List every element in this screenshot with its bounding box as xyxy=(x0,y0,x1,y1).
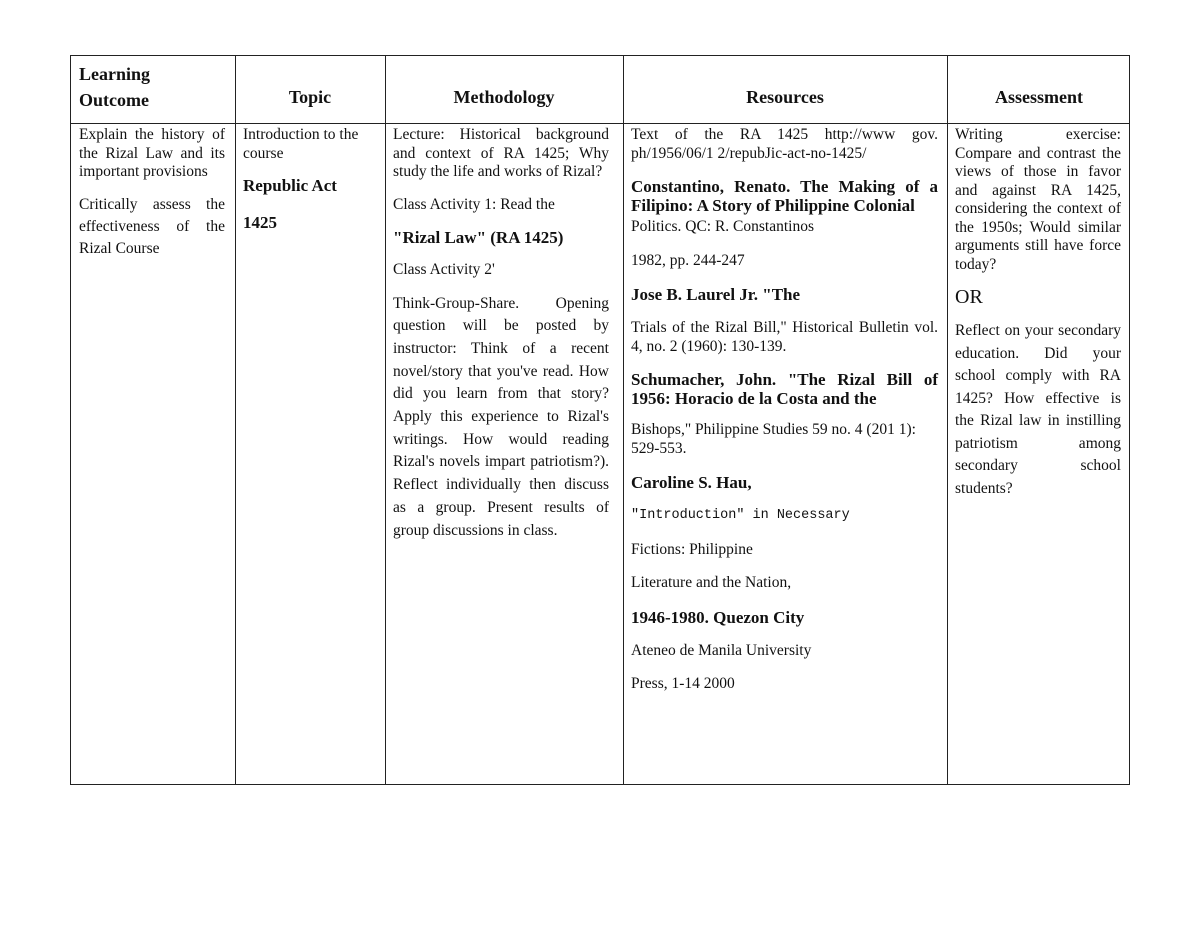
topic-cell xyxy=(243,126,383,232)
topic-intro: Introduction to the course xyxy=(243,126,359,162)
methodology-activity-2: Class Activity 2' xyxy=(393,261,495,278)
topic-ra-label: Republic Act xyxy=(243,176,337,195)
resource-hau-fictions: Fictions: Philippine xyxy=(631,540,753,558)
header-assessment xyxy=(947,56,1131,123)
lesson-plan-table xyxy=(70,55,1130,785)
column-divider xyxy=(385,56,386,784)
resource-schumacher-bishops: Bishops," Philippine Studies 59 no. 4 (201 1): 529-553. xyxy=(631,421,916,457)
resource-hau-ateneo: Ateneo de Manila University xyxy=(631,641,812,659)
learning-outcome-text: Explain the history of the Rizal Law and its important provisions xyxy=(79,126,225,180)
assessment-writing-exercise: Writing exercise: Compare and contrast the views of those in favor and against RA 1425, considering the context of the 1950s; Would similar arguments still have force today? xyxy=(955,126,1121,273)
methodology-cell xyxy=(393,126,609,542)
header-topic xyxy=(235,56,385,123)
header-methodology-label: Methodology xyxy=(453,87,555,107)
header-divider xyxy=(71,123,1129,124)
resource-hau-literature: Literature and the Nation, xyxy=(631,574,792,591)
header-resources-label: Resources xyxy=(746,87,824,107)
resource-ra-text: Text of the RA 1425 http://www gov. ph/1956/06/1 2/repubJic-act-no-1425/ xyxy=(631,126,938,162)
resource-hau-introduction: "Introduction" in Necessary xyxy=(631,508,850,523)
header-resources xyxy=(623,56,947,123)
resource-laurel-trials: Trials of the Rizal Bill," Historical Bulletin vol. 4, no. 2 (1960): 130-139. xyxy=(631,319,938,355)
resources-cell xyxy=(631,126,938,694)
resource-hau: Caroline S. Hau, xyxy=(631,473,752,492)
assessment-reflect: Reflect on your secondary education. Did your school comply with RA 1425? How effective is the Rizal law in instilling patriotism among secondary school students? xyxy=(955,322,1121,497)
resource-constantino: Constantino, Renato. The Making of a Filipino: A Story of Philippine Colonial xyxy=(631,177,938,215)
assessment-or: OR xyxy=(955,286,983,308)
assessment-cell xyxy=(955,126,1121,500)
methodology-think-group-share: Think-Group-Share. Opening question will be posted by instructor: Think of a recent novel/story that you've read. How did you learn from that story? Apply this experience to Rizal's writings. How would reading Rizal's novels impart patriotism?). Reflect individually then discuss as a group. Present results of group discussions in class. xyxy=(393,294,609,539)
header-methodology xyxy=(385,56,623,123)
header-learning-outcome-label: Learning Outcome xyxy=(79,64,151,110)
topic-ra-number: 1425 xyxy=(243,213,277,232)
resource-schumacher: Schumacher, John. "The Rizal Bill of 1956: Horacio de la Costa and the xyxy=(631,370,938,408)
resource-hau-press: Press, 1-14 2000 xyxy=(631,675,735,692)
header-learning-outcome xyxy=(71,56,235,123)
resource-hau-years: 1946-1980. Quezon City xyxy=(631,607,805,627)
resource-constantino-politics: Politics. QC: R. Constantinos xyxy=(631,218,815,235)
learning-outcome-cell xyxy=(79,126,225,260)
column-divider xyxy=(947,56,948,784)
column-divider xyxy=(235,56,236,784)
resource-constantino-year: 1982, pp. 244-247 xyxy=(631,251,745,269)
methodology-lecture: Lecture: Historical background and context of RA 1425; Why study the life and works of Rizal? xyxy=(393,126,609,180)
learning-outcome-text: Critically assess the effectiveness of the Rizal Course xyxy=(79,195,225,257)
methodology-rizal-law: "Rizal Law" (RA 1425) xyxy=(393,228,564,247)
header-assessment-label: Assessment xyxy=(995,87,1083,107)
resource-laurel: Jose B. Laurel Jr. "The xyxy=(631,285,801,304)
header-topic-label: Topic xyxy=(288,87,332,107)
column-divider xyxy=(623,56,624,784)
methodology-activity-1: Class Activity 1: Read the xyxy=(393,195,555,213)
